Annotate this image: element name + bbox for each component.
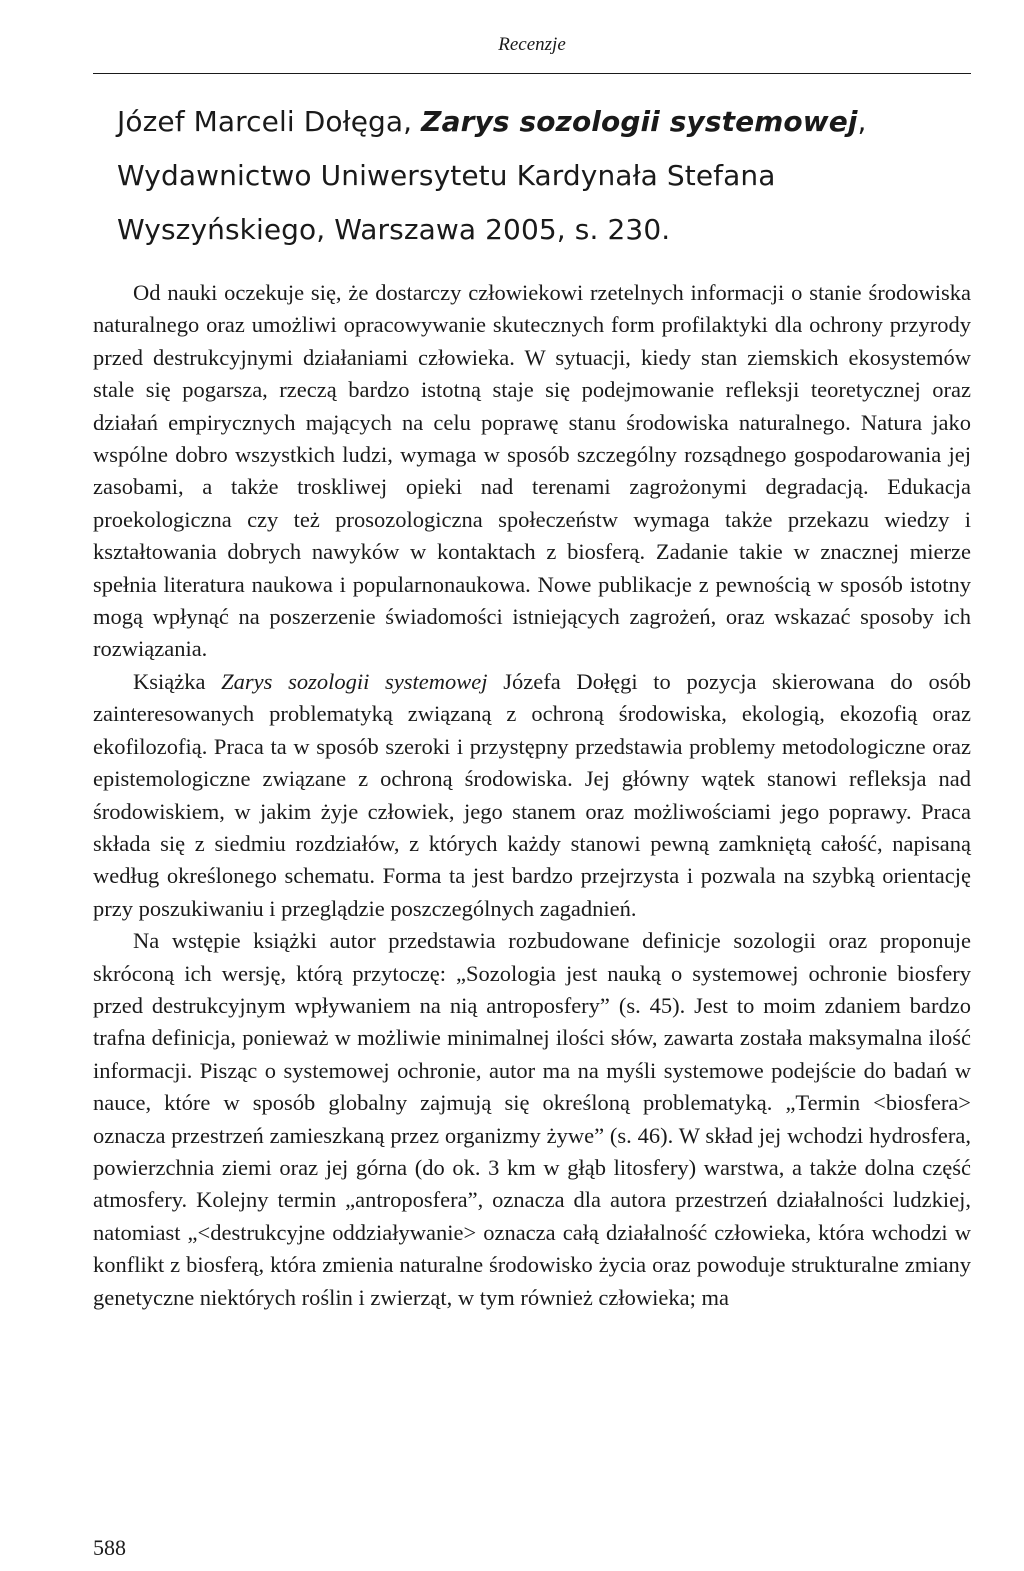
page (93, 0, 971, 1571)
paragraph-3-text: Na wstępie książki autor przedstawia rozbudowane definicje sozologii oraz proponuje skróconą ich wersję, którą przytoczę: „Sozologia jest nauką o systemowej ochronie biosfery przed destrukcyjnym wpływaniem na nią antroposfery” (s. 45). Jest to moim zdaniem bardzo trafna definicja, ponieważ w możliwie minimalnej ilości słów, zawarta została maksymalna ilość informacji. Pisząc o systemowej ochronie, autor ma na myśli systemowe podejście do badań w nauce, które w sposób globalny zajmują się określoną problematyką. „Termin <biosfera> oznacza przestrzeń zamieszkaną przez organizmy żywe” (s. 46). W skład jej wchodzi hydrosfera, powierzchnia ziemi oraz jej górna (do ok. 3 km w głąb litosfery) warstwa, a także dolna część atmosfery. Kolejny termin „antroposfera”, oznacza dla autora przestrzeń działalności ludzkiej, natomiast „<destrukcyjne oddziaływanie> oznacza całą działalność człowieka, która wchodzi w konflikt z biosferą, która zmienia naturalne środowisko życia oraz powoduje strukturalne zmiany genetyczne niektórych roślin i zwierząt, w tym również człowieka; ma (93, 928, 971, 1310)
running-head: Recenzje (498, 34, 566, 55)
paragraph-3 (93, 925, 971, 1314)
book-author: Józef Marceli Dołęga, (117, 105, 422, 138)
review-heading (117, 95, 977, 257)
page-number: 588 (93, 1535, 126, 1560)
review-body (93, 277, 971, 1314)
book-title: Zarys sozologii systemowej (421, 105, 858, 138)
paragraph-2-text: Józefa Dołęgi to pozycja skierowana do osób zainteresowanych problematyką związaną z ochroną środowiska, ekologią, ekozofią oraz ekofilozofią. Praca ta w sposób szeroki i przystępny przedstawia problemy metodologiczne oraz epistemologiczne związane z ochroną środowiska. Jej główny wątek stanowi refleksja nad środowiskiem, w jakim żyje człowiek, jego stanem oraz możliwościami jego poprawy. Praca składa się z siedmiu rozdziałów, z których każdy stanowi pewną zamkniętą całość, napisaną według określonego schematu. Forma ta jest bardzo przejrzysta i pozwala na szybką orientację przy poszukiwaniu i przeglądzie poszczególnych zagadnień. (93, 668, 971, 921)
paragraph-1 (93, 277, 971, 666)
header-rule (93, 73, 971, 74)
publication-details: , Wydawnictwo Uniwersytetu Kardynała Stefana Wyszyńskiego, Warszawa 2005, s. 230. (117, 105, 867, 246)
paragraph-2-lead: Książka (133, 668, 222, 694)
paragraph-2 (93, 666, 971, 925)
paragraph-2-book-title: Zarys sozologii systemowej (221, 668, 488, 694)
paragraph-1-text: Od nauki oczekuje się, że dostarczy człowiekowi rzetelnych informacji o stanie środowiska naturalnego oraz umożliwi opracowywanie skutecznych form profilaktyki dla ochrony przyrody przed destrukcyjnymi działaniami człowieka. W sytuacji, kiedy stan ziemskich ekosystemów stale się pogarsza, rzeczą bardzo istotną staje się podejmowanie refleksji teoretycznej oraz działań empirycznych mających na celu poprawę stanu środowiska naturalnego. Natura jako wspólne dobro wszystkich ludzi, wymaga w sposób szczególny rozsądnego gospodarowania jej zasobami, a także troskliwej opieki nad terenami zagrożonymi degradacją. Edukacja proekologiczna czy też prosozologiczna społeczeństw wymaga także przekazu wiedzy i kształtowania dobrych nawyków w kontaktach z biosferą. Zadanie takie w znacznej mierze spełnia literatura naukowa i popularnonaukowa. Nowe publikacje z pewnością w sposób istotny mogą wpłynąć na poszerzenie świadomości istniejących zagrożeń, oraz wskazać sposoby ich rozwiązania. (93, 280, 971, 662)
